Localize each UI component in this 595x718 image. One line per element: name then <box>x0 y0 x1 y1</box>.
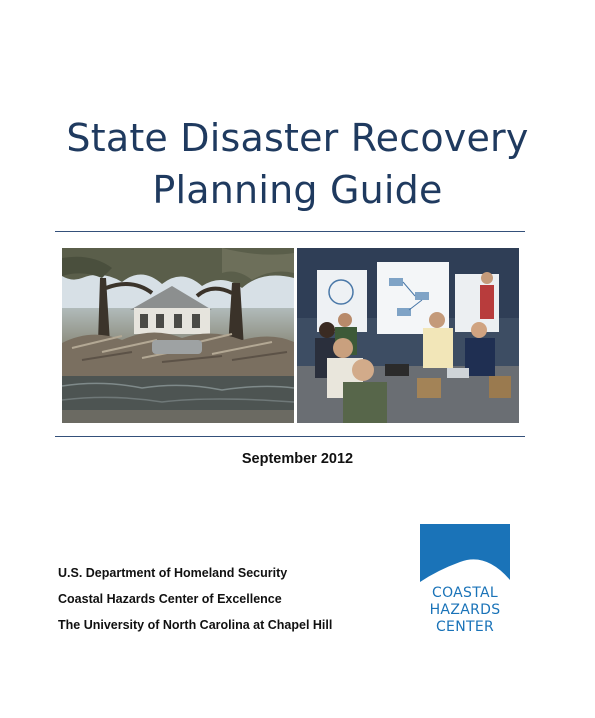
logo-wordmark <box>416 585 514 636</box>
planning-meeting-illustration <box>297 248 519 423</box>
planning-meeting-photo <box>297 248 519 423</box>
disaster-damage-photo <box>62 248 294 423</box>
coastal-hazards-center-logo <box>416 524 514 642</box>
logo-line-3: CENTER <box>435 619 495 635</box>
logo-line-2: HAZARDS <box>429 602 501 618</box>
cover-title-line-1: State Disaster Recovery <box>66 116 529 160</box>
bottom-divider <box>55 436 525 437</box>
cover-title <box>0 112 595 216</box>
publication-date: September 2012 <box>241 451 354 467</box>
cover-title-line-2: Planning Guide <box>152 168 443 212</box>
organization-list <box>58 560 332 638</box>
organization-coastal-hazards-center: Coastal Hazards Center of Excellence <box>58 592 282 606</box>
top-divider <box>55 231 525 232</box>
organization-dhs: U.S. Department of Homeland Security <box>58 566 288 580</box>
wave-mark-icon <box>420 524 510 582</box>
logo-line-1: COASTAL <box>432 585 498 601</box>
disaster-damage-illustration <box>62 248 294 423</box>
organization-unc-chapel-hill: The University of North Carolina at Chapel Hill <box>58 618 333 632</box>
